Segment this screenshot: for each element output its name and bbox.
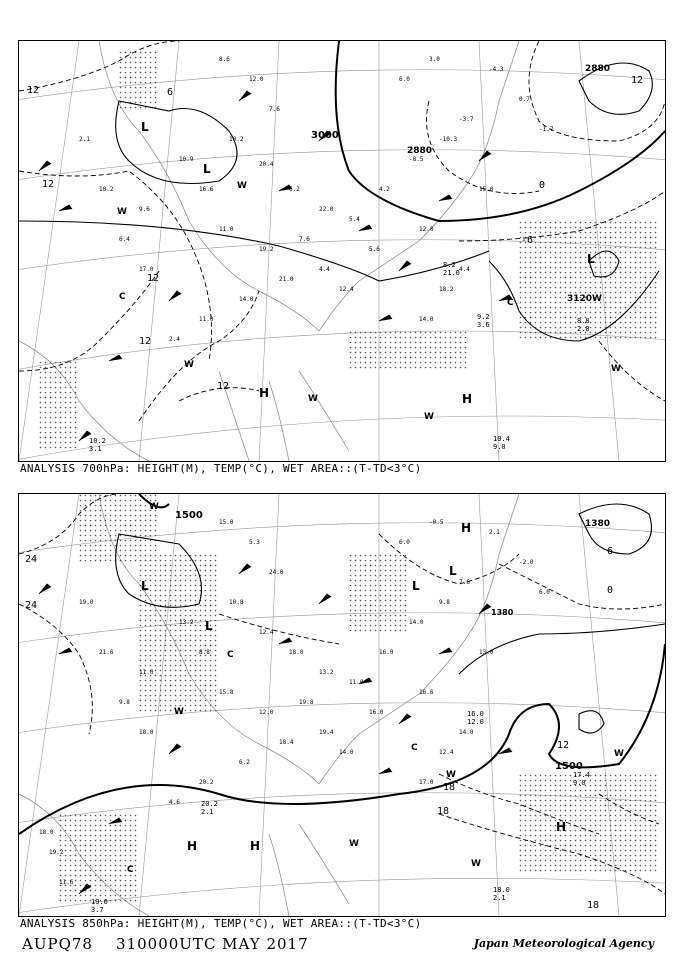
center-warm: W xyxy=(184,360,194,370)
center-warm: W xyxy=(446,770,456,780)
station-dewpoint: 12.0 xyxy=(467,718,484,726)
svg-text:2.1: 2.1 xyxy=(489,529,500,536)
svg-text:4.6: 4.6 xyxy=(169,799,180,806)
svg-text:5.3: 5.3 xyxy=(249,539,260,546)
svg-text:-2.0: -2.0 xyxy=(519,559,534,566)
height-label: 3000 xyxy=(311,130,339,141)
center-low: L xyxy=(141,120,149,134)
svg-text:10.9: 10.9 xyxy=(179,156,194,163)
center-cold: C xyxy=(127,865,134,875)
station-temp: 10.2 xyxy=(89,437,106,445)
svg-text:-0.5: -0.5 xyxy=(429,519,444,526)
center-low: L xyxy=(449,564,457,578)
svg-text:6.0: 6.0 xyxy=(399,76,410,83)
height-label: 2880 xyxy=(407,146,433,156)
station-values xyxy=(91,710,590,914)
map-850hpa-svg xyxy=(19,494,665,916)
center-high: H xyxy=(187,839,198,853)
wind-barbs xyxy=(39,91,512,441)
isotherm-label: 18 xyxy=(437,806,450,817)
isotherm-label: 0 xyxy=(539,180,546,191)
center-cold: C xyxy=(227,650,234,660)
caption-700hpa: ANALYSIS 700hPa: HEIGHT(M), TEMP(°C), WET AREA::(T-TD<3°C) xyxy=(20,462,422,475)
svg-text:24.0: 24.0 xyxy=(269,569,284,576)
center-low: L xyxy=(587,252,595,266)
svg-text:19.0: 19.0 xyxy=(79,599,94,606)
isotherm-label: -6 xyxy=(521,235,534,246)
svg-text:18.0: 18.0 xyxy=(39,829,54,836)
station-temp: 8.8 xyxy=(577,317,590,325)
station-temp: 9.2 xyxy=(477,313,490,321)
agency-name: Japan Meteorological Agency xyxy=(473,937,654,950)
svg-text:15.0: 15.0 xyxy=(219,519,234,526)
svg-text:9.6: 9.6 xyxy=(139,206,150,213)
svg-text:6.0: 6.0 xyxy=(399,539,410,546)
station-dewpoint: 2.8 xyxy=(577,325,590,333)
map-700hpa-svg xyxy=(19,41,665,461)
svg-text:10.2: 10.2 xyxy=(99,186,114,193)
analysis-850hpa-map xyxy=(18,493,666,917)
issue-time: 310000UTC MAY 2017 xyxy=(116,935,309,953)
svg-text:20.4: 20.4 xyxy=(259,161,274,168)
svg-text:9.8: 9.8 xyxy=(119,699,130,706)
svg-text:4.2: 4.2 xyxy=(379,186,390,193)
center-warm: W xyxy=(149,502,159,512)
svg-text:12.0: 12.0 xyxy=(249,76,264,83)
svg-text:17.0: 17.0 xyxy=(419,779,434,786)
svg-text:2.1: 2.1 xyxy=(79,136,90,143)
center-warm: W xyxy=(117,207,127,217)
svg-text:8.8: 8.8 xyxy=(199,649,210,656)
svg-text:12.0: 12.0 xyxy=(259,709,274,716)
center-warm: W xyxy=(424,412,434,422)
center-high: H xyxy=(259,386,270,400)
svg-text:8.6: 8.6 xyxy=(219,56,230,63)
station-temp: 16.0 xyxy=(467,710,484,718)
isotherm-label: 0 xyxy=(607,585,614,596)
svg-text:3.0: 3.0 xyxy=(429,56,440,63)
svg-text:20.2: 20.2 xyxy=(199,779,214,786)
svg-text:11.0: 11.0 xyxy=(199,316,214,323)
isotherm-label: 12 xyxy=(631,75,644,86)
svg-text:11.0: 11.0 xyxy=(349,679,364,686)
wet-area-stipple xyxy=(39,51,659,451)
svg-text:14.0: 14.0 xyxy=(419,316,434,323)
svg-text:2.4: 2.4 xyxy=(169,336,180,343)
svg-text:15.0: 15.0 xyxy=(479,186,494,193)
wet-area-stipple xyxy=(59,494,659,904)
svg-text:4.4: 4.4 xyxy=(459,266,470,273)
svg-text:5.4: 5.4 xyxy=(349,216,360,223)
center-low: L xyxy=(205,619,213,633)
station-dewpoint: 9.0 xyxy=(573,779,586,787)
svg-text:-8.5: -8.5 xyxy=(409,156,424,163)
svg-text:16.0: 16.0 xyxy=(369,709,384,716)
svg-text:7.6: 7.6 xyxy=(269,106,280,113)
center-warm: W xyxy=(471,859,481,869)
height-label: 1380 xyxy=(491,608,514,617)
svg-text:21.6: 21.6 xyxy=(99,649,114,656)
isotherm-label: 12 xyxy=(217,381,230,392)
center-cold: C xyxy=(411,743,418,753)
isotherm-label: 24 xyxy=(25,600,38,611)
isotherm-label: 18 xyxy=(587,900,600,911)
svg-text:22.0: 22.0 xyxy=(319,206,334,213)
svg-text:16.6: 16.6 xyxy=(419,689,434,696)
svg-text:18.4: 18.4 xyxy=(279,739,294,746)
svg-text:18.2: 18.2 xyxy=(439,286,454,293)
svg-text:11.6: 11.6 xyxy=(59,879,74,886)
svg-text:11.0: 11.0 xyxy=(219,226,234,233)
height-label: 3120W xyxy=(567,294,602,304)
center-cold: C xyxy=(119,292,126,302)
center-warm: W xyxy=(174,707,184,717)
station-temp: 18.0 xyxy=(493,886,510,894)
station-dewpoint: 3.7 xyxy=(91,906,104,914)
isotherm-label: 24 xyxy=(25,554,38,565)
svg-text:15.8: 15.8 xyxy=(219,689,234,696)
station-dewpoint: 21.0 xyxy=(443,269,460,277)
center-low: L xyxy=(412,579,420,593)
svg-text:6.4: 6.4 xyxy=(119,236,130,243)
height-label: 1380 xyxy=(585,519,611,529)
svg-text:12.4: 12.4 xyxy=(439,749,454,756)
svg-text:-10.3: -10.3 xyxy=(439,136,458,143)
isotherm-label: 12 xyxy=(147,273,160,284)
isotherm-label: 12 xyxy=(557,740,570,751)
svg-text:12.4: 12.4 xyxy=(339,286,354,293)
svg-text:10.2: 10.2 xyxy=(229,136,244,143)
station-temp: 20.2 xyxy=(201,800,218,808)
station-temp: 17.4 xyxy=(573,771,590,779)
svg-text:17.0: 17.0 xyxy=(139,266,154,273)
analysis-700hpa-map xyxy=(18,40,666,462)
svg-text:14.0: 14.0 xyxy=(459,729,474,736)
station-temp: 10.4 xyxy=(493,435,510,443)
center-warm: W xyxy=(308,394,318,404)
svg-text:10.8: 10.8 xyxy=(229,599,244,606)
svg-text:19.8: 19.8 xyxy=(299,699,314,706)
svg-text:14.0: 14.0 xyxy=(409,619,424,626)
svg-text:13.2: 13.2 xyxy=(179,619,194,626)
station-temp: 8.2 xyxy=(443,261,456,269)
height-label: 2880 xyxy=(585,64,611,74)
svg-text:-3.7: -3.7 xyxy=(459,116,474,123)
center-high: H xyxy=(461,521,472,535)
station-dewpoint: 2.1 xyxy=(201,808,214,816)
svg-text:6.2: 6.2 xyxy=(239,759,250,766)
chart-code: AUPQ78 xyxy=(22,935,93,953)
svg-text:18.0: 18.0 xyxy=(289,649,304,656)
isotherm-label: 6 xyxy=(167,87,174,98)
caption-850hpa: ANALYSIS 850hPa: HEIGHT(M), TEMP(°C), WET AREA::(T-TD<3°C) xyxy=(20,917,422,930)
station-dewpoint: 3.1 xyxy=(89,445,102,453)
height-label: 1500 xyxy=(555,761,583,772)
isotherm-label: 12 xyxy=(139,336,152,347)
svg-text:14.0: 14.0 xyxy=(339,749,354,756)
svg-text:6.0: 6.0 xyxy=(539,589,550,596)
svg-text:21.0: 21.0 xyxy=(279,276,294,283)
svg-text:13.2: 13.2 xyxy=(319,669,334,676)
station-dewpoint: 3.6 xyxy=(477,321,490,329)
center-warm: W xyxy=(237,181,247,191)
height-label: 1500 xyxy=(175,510,203,521)
center-warm: W xyxy=(611,364,621,374)
center-low: L xyxy=(203,162,211,176)
svg-text:16.0: 16.0 xyxy=(379,649,394,656)
center-high: H xyxy=(462,392,473,406)
svg-text:11.0: 11.0 xyxy=(139,669,154,676)
center-low: L xyxy=(141,579,149,593)
svg-text:5.6: 5.6 xyxy=(369,246,380,253)
isotherm-label: 18 xyxy=(443,782,456,793)
svg-text:19.2: 19.2 xyxy=(259,246,274,253)
station-dewpoint: 9.0 xyxy=(493,443,506,451)
svg-text:18.0: 18.0 xyxy=(139,729,154,736)
svg-text:13.0: 13.0 xyxy=(479,649,494,656)
svg-text:6.2: 6.2 xyxy=(289,186,300,193)
svg-text:7.6: 7.6 xyxy=(459,579,470,586)
svg-text:9.8: 9.8 xyxy=(439,599,450,606)
svg-text:12.4: 12.4 xyxy=(259,629,274,636)
isotherm-label: 12 xyxy=(27,85,40,96)
center-warm: W xyxy=(349,839,359,849)
svg-text:14.0: 14.0 xyxy=(239,296,254,303)
svg-text:19.4: 19.4 xyxy=(319,729,334,736)
svg-text:0.7: 0.7 xyxy=(519,96,530,103)
isotherm-label: 12 xyxy=(42,179,55,190)
svg-text:12.0: 12.0 xyxy=(419,226,434,233)
chart-id-and-time xyxy=(22,935,309,953)
svg-text:7.6: 7.6 xyxy=(299,236,310,243)
svg-text:-1.7: -1.7 xyxy=(539,126,554,133)
center-cold: C xyxy=(507,298,514,308)
station-temp: 19.0 xyxy=(91,898,108,906)
center-warm: W xyxy=(614,749,624,759)
isotherm-label: 6 xyxy=(607,546,614,557)
svg-text:-4.3: -4.3 xyxy=(489,66,504,73)
svg-text:16.6: 16.6 xyxy=(199,186,214,193)
svg-text:19.2: 19.2 xyxy=(49,849,64,856)
center-high: H xyxy=(556,820,567,834)
station-dewpoint: 2.1 xyxy=(493,894,506,902)
center-high: H xyxy=(250,839,261,853)
svg-text:4.4: 4.4 xyxy=(319,266,330,273)
